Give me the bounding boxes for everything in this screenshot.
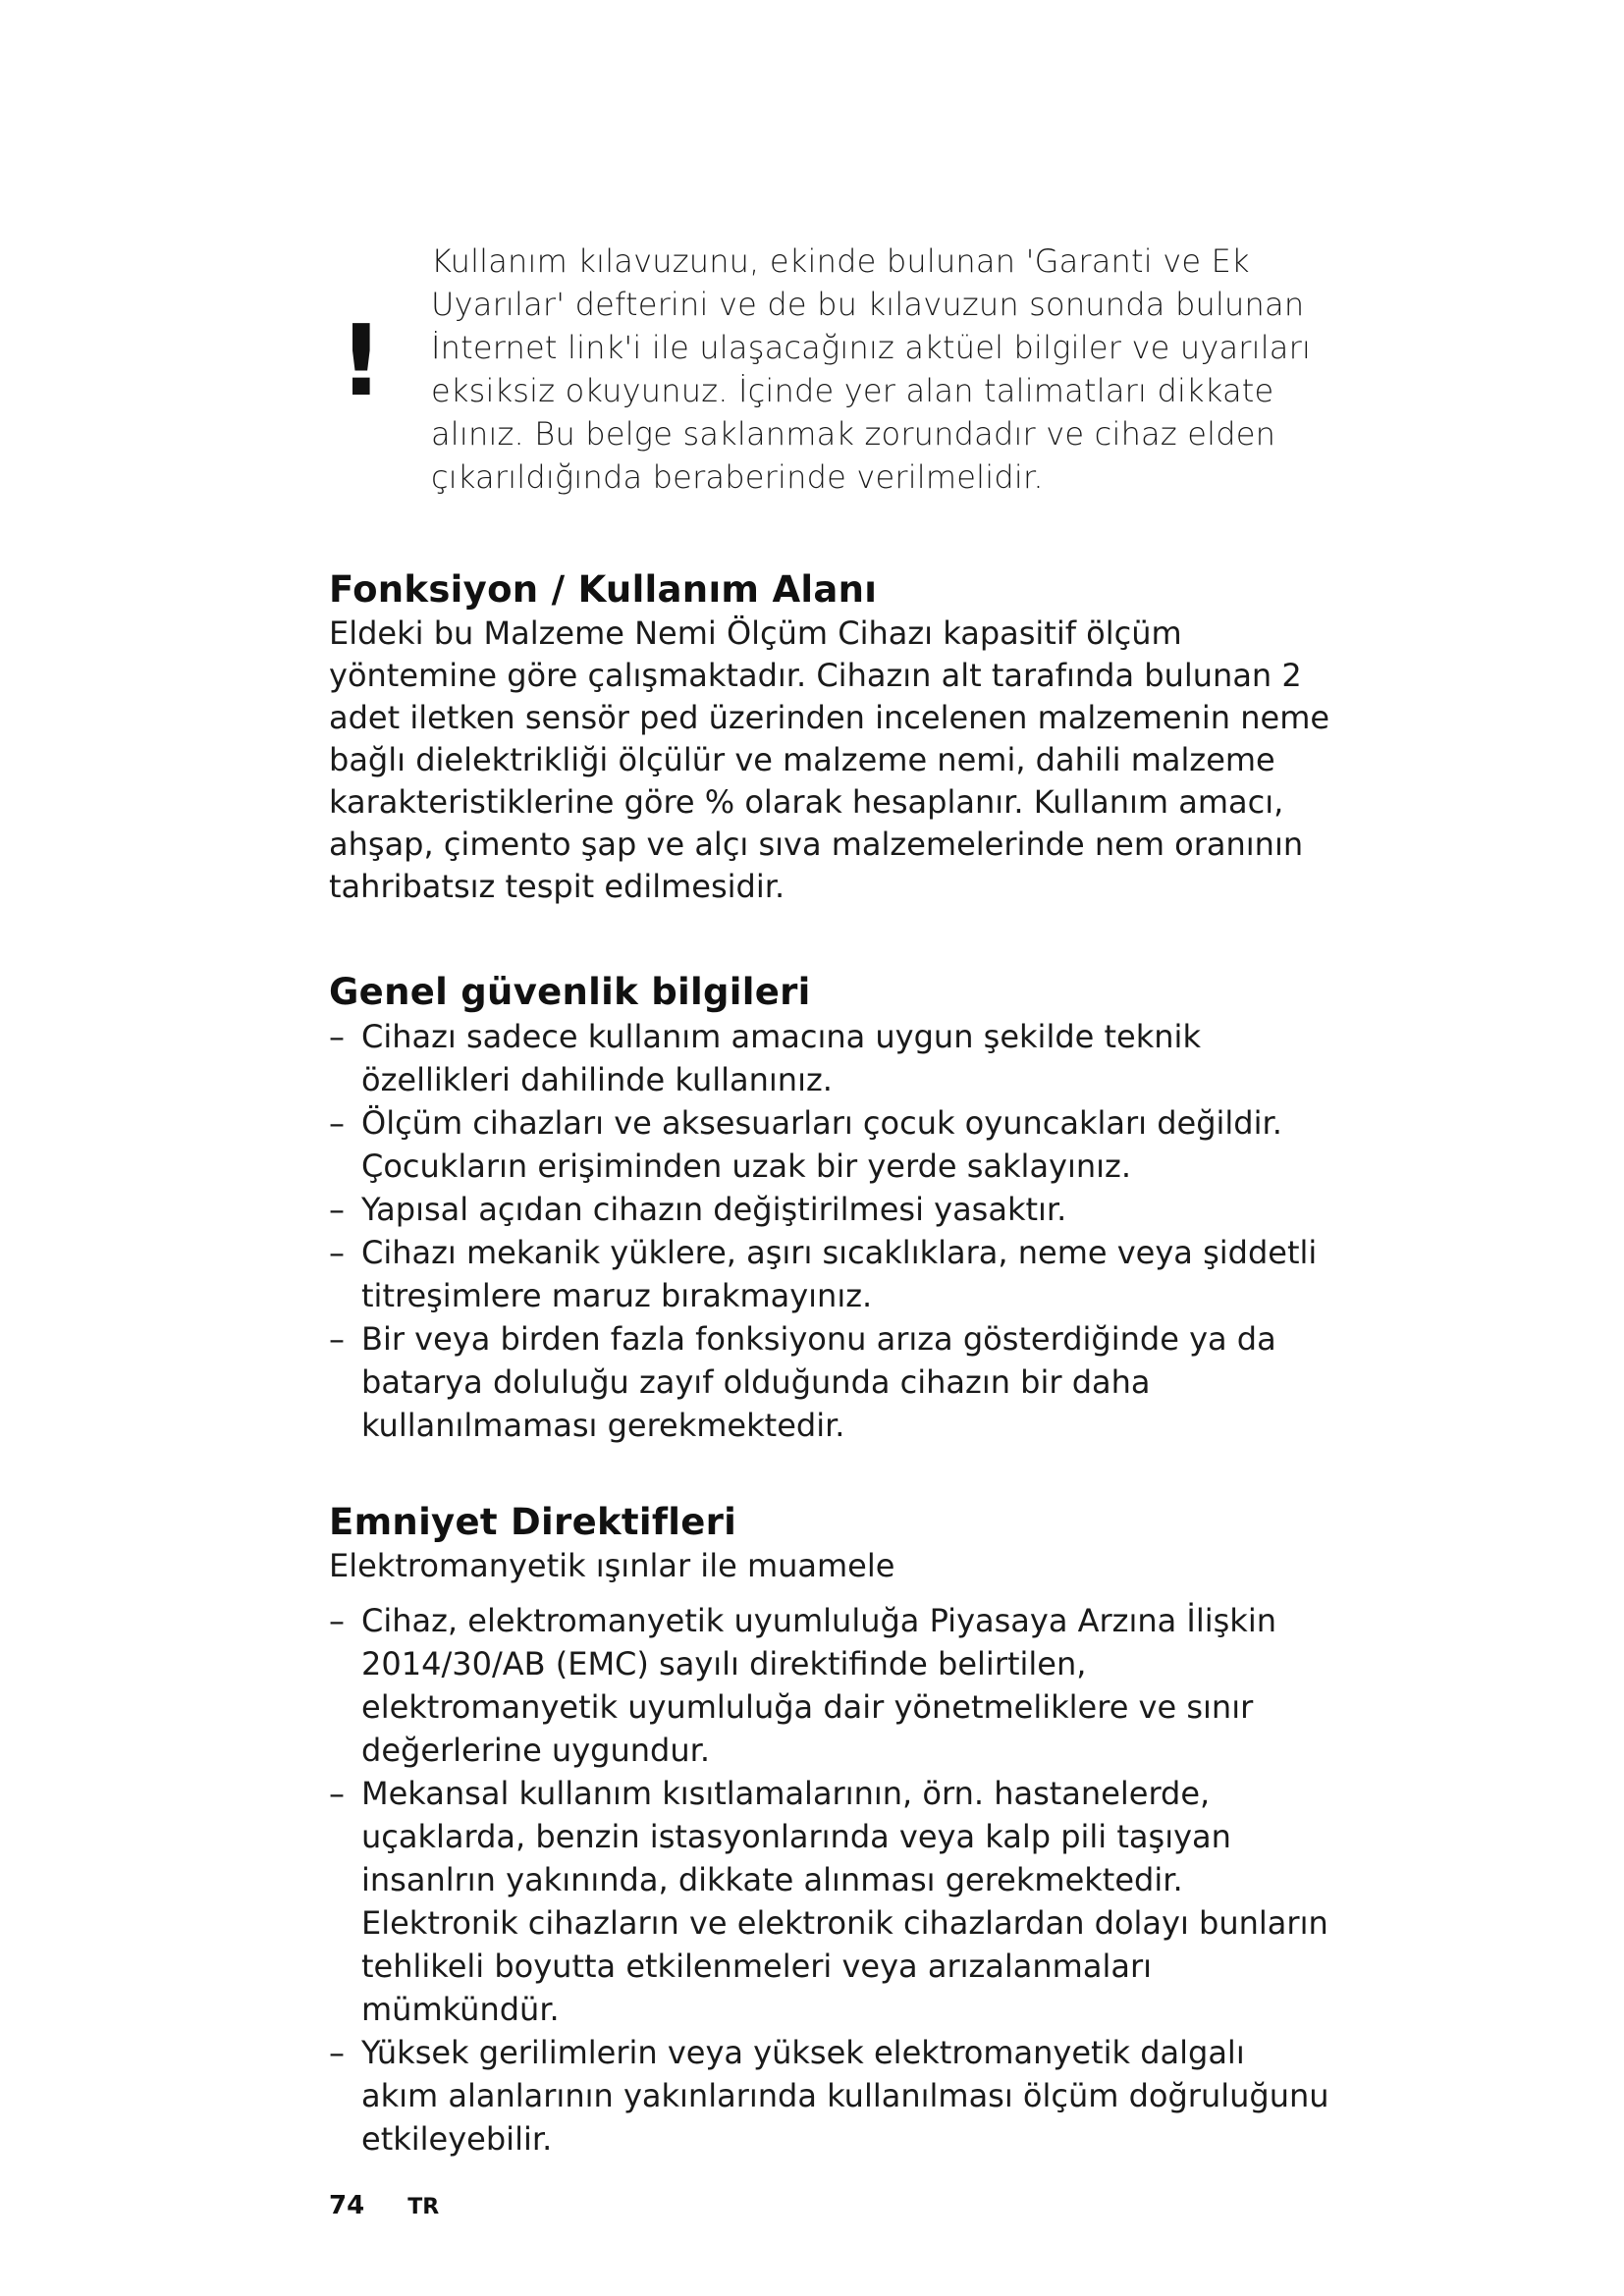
- list-item: – Mekansal kullanım kısıtlamalarının, örn. hastanelerde, uçaklarda, benzin istasyonlarında veya kalp pili taşıyan insanlrın yakınında, dikkate alınması gerekmektedir. Elektronik cihazların ve elektronik cihazlardan dolayı bunların tehlikeli boyutta etkilenmeleri veya arızalanmaları mümkündür.: [329, 1775, 1328, 2028]
- list-item: – Yapısal açıdan cihazın değiştirilmesi yasaktır.: [329, 1191, 1067, 1228]
- list-item: – Cihaz, elektromanyetik uyumluluğa Piyasaya Arzına İlişkin 2014/30/AB (EMC) sayılı direktifinde belirtilen, elektromanyetik uyumluluğa dair yönetmeliklere ve sınır değerlerine uygundur.: [329, 1602, 1276, 1769]
- list-item: – Cihazı sadece kullanım amacına uygun şekilde teknik özellikleri dahilinde kullanınız.: [329, 1018, 1201, 1098]
- list-item: – Ölçüm cihazları ve aksesuarları çocuk oyuncakları değildir. Çocukların erişiminden uzak bir yerde saklayınız.: [329, 1104, 1282, 1185]
- language-code: TR: [407, 2195, 440, 2219]
- exclamation-icon: !: [339, 303, 384, 418]
- list-item: – Bir veya birden fazla fonksiyonu arıza gösterdiğinde ya da batarya doluluğu zayıf olduğunda cihazın bir daha kullanılmaması gerekmektedir.: [329, 1320, 1276, 1444]
- directives-subheading: Elektromanyetik ışınlar ile muamele: [329, 1547, 895, 1584]
- function-heading: Fonksiyon / Kullanım Alanı: [329, 568, 878, 611]
- directives-heading: Emniyet Direktifleri: [329, 1501, 737, 1543]
- safety-list: [329, 1015, 1330, 1447]
- safety-heading: Genel güvenlik bilgileri: [329, 971, 811, 1013]
- function-body: Eldeki bu Malzeme Nemi Ölçüm Cihazı kapasitif ölçüm yöntemine göre çalışmaktadır. Cihazın alt tarafında bulunan 2 adet iletken sensör ped üzerinden incelenen malzemenin neme bağlı dielektrikliği ölçülür ve malzeme nemi, dahili malzeme karakteristiklerine göre % olarak hesaplanır. Kullanım amacı, ahşap, çimento şap ve alçı sıva malzemelerinde nem oranının tahribatsız tespit edilmesidir.: [329, 614, 1330, 905]
- function-section: [329, 567, 1330, 908]
- safety-section: [329, 970, 1330, 1447]
- list-item: – Yüksek gerilimlerin veya yüksek elektromanyetik dalgalı akım alanlarının yakınlarında kullanılması ölçüm doğruluğunu etkileyebilir.: [329, 2034, 1329, 2158]
- directives-section: [329, 1500, 1330, 2161]
- notice-text: Kullanım kılavuzunu, ekinde bulunan 'Garanti ve Ek Uyarılar' defterini ve de bu kılavuzun sonunda bulunan İnternet link'i ile ulaşacağınız aktüel bilgiler ve uyarıları eksiksiz okuyunuz. İçinde yer alan talimatları dikkate alınız. Bu belge saklanmak zorundadır ve cihaz elden çıkarıldığında beraberinde verilmelidir.: [431, 242, 1312, 496]
- list-item: – Cihazı mekanik yüklere, aşırı sıcaklıklara, neme veya şiddetli titreşimlere maruz bırakmayınız.: [329, 1234, 1318, 1314]
- page-footer: [329, 2191, 439, 2220]
- page-number: 74: [329, 2191, 365, 2220]
- directives-list: [329, 1599, 1330, 2161]
